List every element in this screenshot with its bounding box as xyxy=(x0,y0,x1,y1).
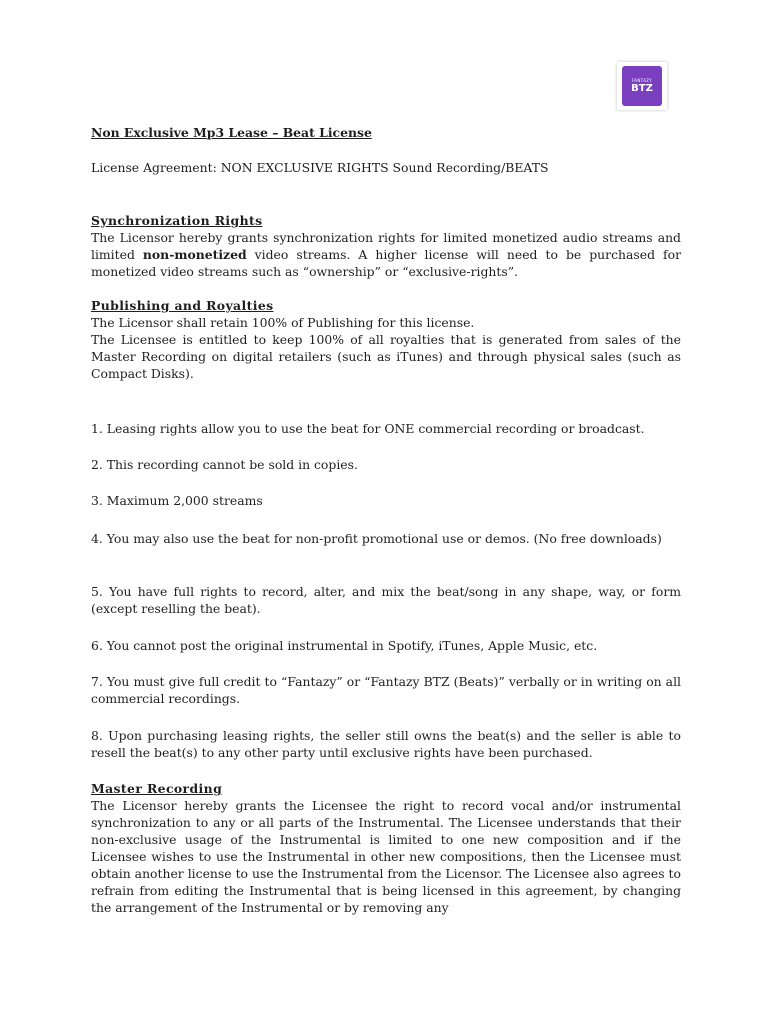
list-item-1: 1. Leasing rights allow you to use the beat for ONE commercial recording or broadcast. xyxy=(91,421,645,436)
license-agreement-line: License Agreement: NON EXCLUSIVE RIGHTS Sound Recording/BEATS xyxy=(91,160,549,175)
document-title: Non Exclusive Mp3 Lease – Beat License xyxy=(91,125,372,140)
list-item-8: 8. Upon purchasing leasing rights, the seller still owns the beat(s) and the seller is able to resell the beat(s) to any other party until exclusive rights have been purchased. xyxy=(91,728,681,760)
sync-rights-heading: Synchronization Rights xyxy=(91,213,263,228)
list-item-2: 2. This recording cannot be sold in copies. xyxy=(91,457,358,472)
list-item-6: 6. You cannot post the original instrumental in Spotify, iTunes, Apple Music, etc. xyxy=(91,638,598,653)
list-item-7: 7. You must give full credit to “Fantazy” or “Fantazy BTZ (Beats)” verbally or in writing on all commercial recordings. xyxy=(91,674,681,706)
sync-text-bold: non-monetized xyxy=(142,247,247,262)
logo-text-main: BTZ xyxy=(631,83,653,94)
brand-logo xyxy=(617,62,667,110)
publishing-paragraph-1: The Licensor shall retain 100% of Publishing for this license. xyxy=(91,315,475,330)
publishing-paragraph-2: The Licensee is entitled to keep 100% of all royalties that is generated from sales of the Master Recording on digital retailers (such as iTunes) and through physical sales (such as Compact Disks). xyxy=(91,332,681,381)
sync-text-a: The Licensor hereby grants synchronization rights for limited monetized audio streams and limited xyxy=(91,230,681,262)
list-item-3: 3. Maximum 2,000 streams xyxy=(91,493,263,508)
logo-text-top: FANTAZY xyxy=(632,78,652,83)
sync-text-b: video streams. A higher license will need to be purchased for monetized video streams such as “ownership” or “exclusive-rights”. xyxy=(91,247,681,279)
master-recording-heading: Master Recording xyxy=(91,781,223,796)
master-recording-paragraph: The Licensor hereby grants the Licensee the right to record vocal and/or instrumental synchronization to any or all parts of the Instrumental. The Licensee understands that their non-exclusive usage of the Instrumental is limited to one new composition and if the Licensee wishes to use the Instrumental in other new compositions, then the Licensee must obtain another license to use the Instrumental from the Licensor. The Licensee also agrees to refrain from editing the Instrumental that is being licensed in this agreement, by changing the arrangement of the Instrumental or by removing any xyxy=(91,798,681,915)
publishing-heading: Publishing and Royalties xyxy=(91,298,274,313)
logo-badge xyxy=(622,66,662,106)
sync-rights-paragraph xyxy=(91,229,681,280)
list-item-5: 5. You have full rights to record, alter, and mix the beat/song in any shape, way, or form (except reselling the beat). xyxy=(91,584,681,616)
list-item-4: 4. You may also use the beat for non-profit promotional use or demos. (No free downloads) xyxy=(91,531,662,546)
